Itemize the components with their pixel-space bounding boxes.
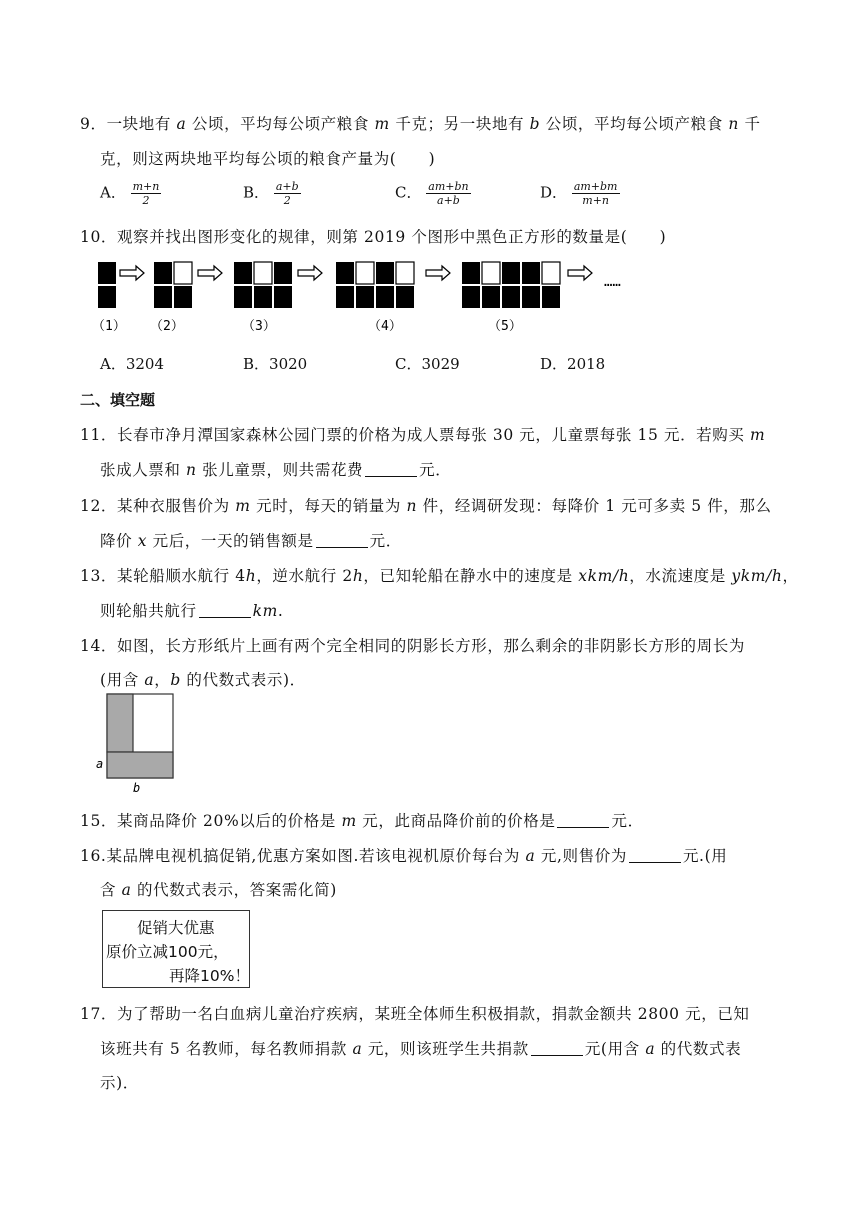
q9-line2: 克，则这两块地平均每公顷的粮食产量为( ): [100, 150, 436, 168]
q9-option-d[interactable]: D． $\frac{am+bm}{m+n}$: [540, 180, 618, 207]
q16-line2: 含 a 的代数式表示，答案需化简): [100, 881, 337, 899]
fraction: $\frac{a+b}{2}$: [275, 180, 299, 207]
q17-line1: 17．为了帮助一名白血病儿童治疗疾病，某班全体师生积极捐款，捐款金额共 2800 元，已知: [80, 1005, 750, 1023]
promo-title: 促销大优惠: [137, 919, 215, 937]
answer-blank[interactable]: [365, 461, 417, 477]
q9-line1: 9．一块地有 a 公顷，平均每公顷产粮食 m 千克；另一块地有 b 公顷，平均每公顷产粮食 n 千: [80, 115, 761, 133]
arrow-icon: [426, 266, 450, 280]
q12-line1: 12．某种衣服售价为 m 元时，每天的销量为 n 件，经调研发现：每降价 1 元可多卖 5 件，那么: [80, 497, 772, 515]
answer-blank[interactable]: [199, 602, 251, 618]
fraction: $\frac{am+bm}{m+n}$: [573, 180, 618, 207]
q10-option-c[interactable]: C．3029: [395, 355, 460, 373]
q16-line1: 16.某品牌电视机搞促销,优惠方案如图.若该电视机原价每台为 a 元,则售价为 元.(用: [80, 847, 728, 865]
figure-label-5: （5）: [488, 319, 522, 334]
answer-blank[interactable]: [531, 1040, 583, 1056]
q10-pattern-figure: [92, 258, 656, 340]
q17-line2: 该班共有 5 名教师，每名教师捐款 a 元，则该班学生共捐款 元(用含 a 的代数式表: [100, 1040, 742, 1058]
q10-option-d[interactable]: D．2018: [540, 355, 606, 373]
promo-line-2: 原价立减100元，: [106, 943, 229, 961]
q13-line1: 13．某轮船顺水航行 4h，逆水航行 2h，已知轮船在静水中的速度是 xkm/h，水流速度是 ykm/h，: [80, 567, 799, 585]
figure-label-4: （4）: [368, 319, 402, 334]
figure-4: [336, 262, 414, 308]
figure-5: [462, 262, 560, 308]
q14-line1: 14．如图，长方形纸片上画有两个完全相同的阴影长方形，那么剩余的非阴影长方形的周长为: [80, 637, 745, 655]
q11-line2: 张成人票和 n 张儿童票，则共需花费 元．: [100, 461, 452, 479]
answer-blank[interactable]: [629, 847, 681, 863]
q9-option-c[interactable]: C． $\frac{am+bn}{a+b}$: [395, 180, 469, 207]
figure-ellipsis: ……: [604, 274, 621, 290]
q17-line3: 示)．: [100, 1074, 139, 1092]
shaded-rectangle-horizontal: [107, 752, 173, 778]
shaded-rectangle-vertical: [107, 694, 133, 752]
figure-3: [234, 262, 292, 308]
q13-line2: 则轮船共航行 km.: [100, 602, 284, 620]
arrow-icon: [298, 266, 322, 280]
answer-blank[interactable]: [316, 532, 368, 548]
promo-box: [102, 910, 250, 988]
label-b: b: [133, 781, 141, 795]
q15-line: 15．某商品降价 20%以后的价格是 m 元，此商品降价前的价格是 元．: [80, 812, 644, 830]
q9-option-b[interactable]: B． $\frac{a+b}{2}$: [243, 180, 299, 207]
arrow-icon: [198, 266, 222, 280]
arrow-icon: [568, 266, 592, 280]
q9-number: 9: [80, 115, 91, 133]
arrow-icon: [120, 266, 144, 280]
promo-line-3: 再降10%！: [169, 967, 250, 985]
q10-text: 10．观察并找出图形变化的规律，则第 2019 个图形中黑色正方形的数量是( ): [80, 228, 667, 246]
answer-blank[interactable]: [557, 812, 609, 828]
q11-line1: 11．长春市净月潭国家森林公园门票的价格为成人票每张 30 元，儿童票每张 15 元．若购买 m: [80, 426, 766, 444]
fraction: $\frac{m+n}{2}$: [132, 180, 160, 207]
figure-label-3: （3）: [242, 319, 276, 334]
figure-2: [154, 262, 192, 308]
section-heading: 二、填空题: [80, 391, 156, 409]
q9-option-a[interactable]: A． $\frac{m+n}{2}$: [100, 180, 160, 207]
q12-line2: 降价 x 元后，一天的销售额是 元．: [100, 532, 402, 550]
fraction: $\frac{am+bn}{a+b}$: [428, 180, 469, 207]
figure-label-2: （2）: [150, 319, 184, 334]
label-a: a: [96, 757, 104, 771]
q14-rectangle-figure: [94, 692, 178, 796]
figure-label-1: （1）: [92, 319, 126, 334]
q14-line2: (用含 a，b 的代数式表示)．: [100, 671, 306, 689]
q10-option-b[interactable]: B．3020: [243, 355, 308, 373]
q10-option-a[interactable]: A．3204: [100, 355, 165, 373]
figure-1: [98, 262, 116, 308]
